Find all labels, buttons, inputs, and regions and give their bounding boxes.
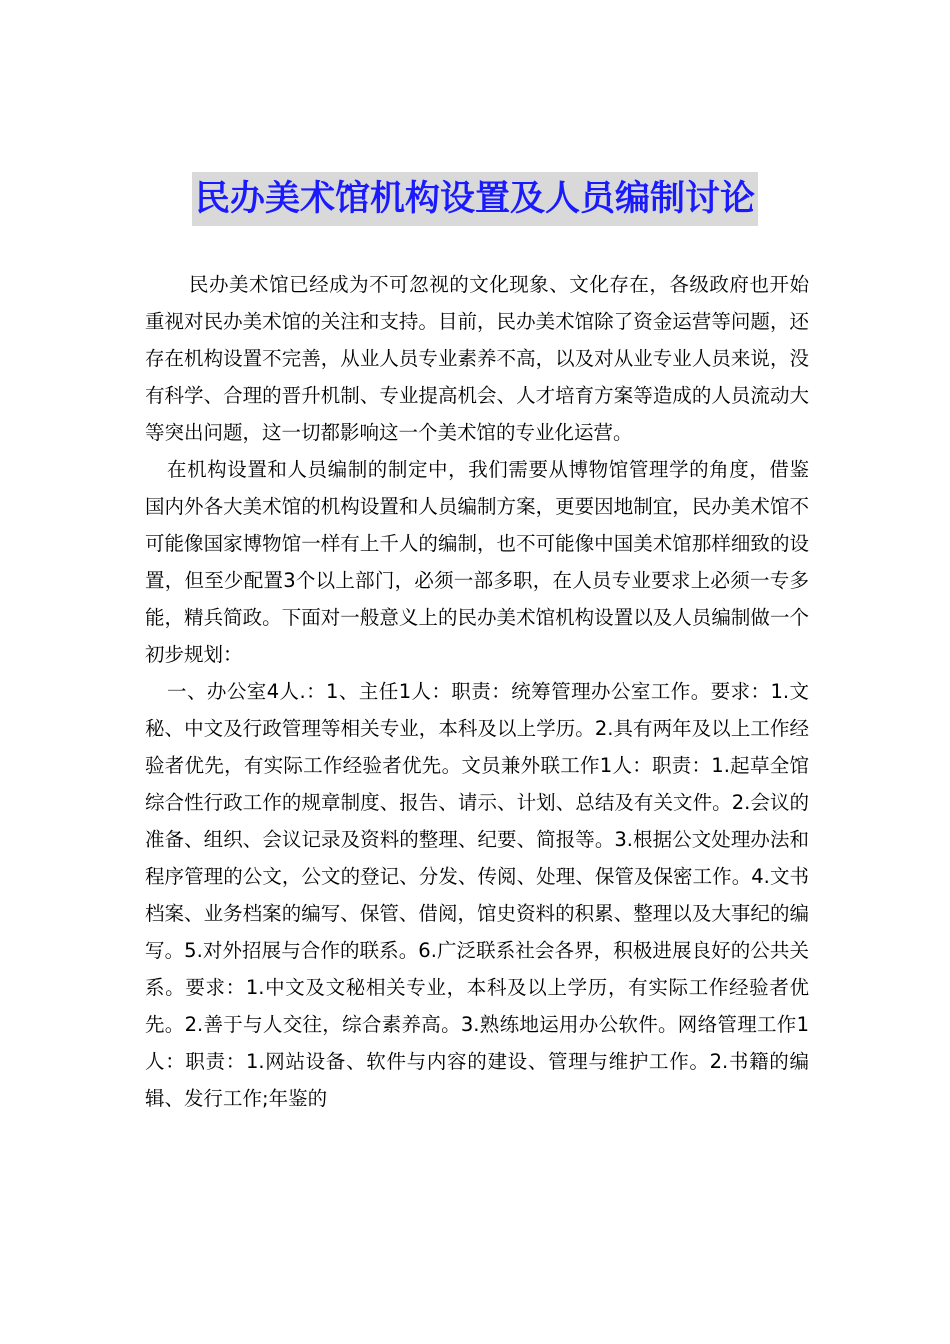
paragraph-intro: 民办美术馆已经成为不可忽视的文化现象、文化存在，各级政府也开始重视对民办美术馆的关注和支持。目前，民办美术馆除了资金运营等问题，还存在机构设置不完善，从业人员专业素养不高，以及对从业专业人员来说，没有科学、合理的晋升机制、专业提高机会、人才培育方案等造成的人员流动大等突出问题，这一切都影响这一个美术馆的专业化运营。 [145, 273, 809, 444]
paragraph-planning: 在机构设置和人员编制的制定中，我们需要从博物馆管理学的角度，借鉴国内外各大美术馆的机构设置和人员编制方案，更要因地制宜，民办美术馆不可能像国家博物馆一样有上千人的编制，也不可能像中国美术馆那样细致的设置，但至少配置3个以上部门，必须一部多职，在人员专业要求上必须一专多能，精兵简政。下面对一般意义上的民办美术馆机构设置以及人员编制做一个初步规划： [145, 458, 809, 666]
document-title: 民办美术馆机构设置及人员编制讨论 [192, 172, 758, 226]
document-body [145, 266, 809, 1117]
paragraph-office-section: 一、办公室4人.：1、主任1人：职责：统筹管理办公室工作。要求：1.文秘、中文及行政管理等相关专业，本科及以上学历。2.具有两年及以上工作经验者优先，有实际工作经验者优先。文员兼外联工作1人：职责：1.起草全馆综合性行政工作的规章制度、报告、请示、计划、总结及有关文件。2.会议的准备、组织、会议记录及资料的整理、纪要、简报等。3.根据公文处理办法和程序管理的公文，公文的登记、分发、传阅、处理、保管及保密工作。4.文书档案、业务档案的编写、保管、借阅，馆史资料的积累、整理以及大事纪的编写。5.对外招展与合作的联系。6.广泛联系社会各界，积极进展良好的公共关系。要求：1.中文及文秘相关专业，本科及以上学历，有实际工作经验者优先。2.善于与人交往，综合素养高。3.熟练地运用办公软件。网络管理工作1人：职责：1.网站设备、软件与内容的建设、管理与维护工作。2.书籍的编辑、发行工作;年鉴的 [145, 680, 809, 1110]
title-container [0, 172, 950, 226]
